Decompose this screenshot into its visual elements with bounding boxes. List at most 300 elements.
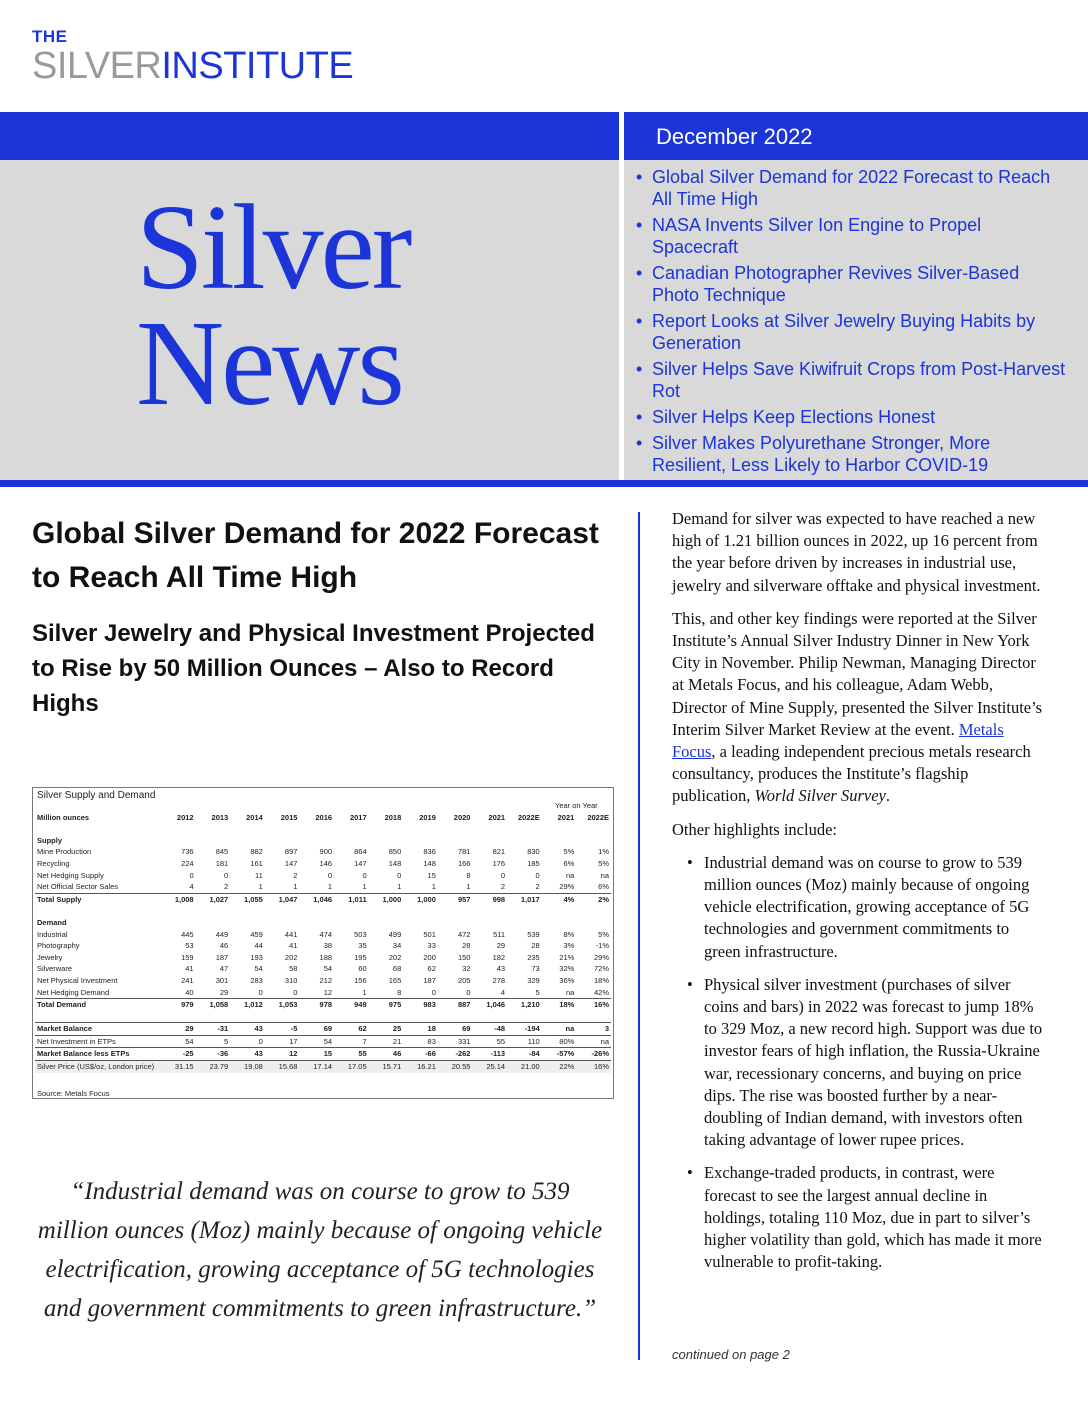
- contents-item[interactable]: [636, 166, 1066, 210]
- table-cell: 182: [492, 952, 506, 962]
- table-cell: 22%: [542, 1061, 577, 1073]
- table-cell: 2021: [488, 812, 506, 822]
- table-cell: [576, 1011, 611, 1023]
- table-row: [35, 835, 611, 847]
- table-cell: 0: [431, 987, 436, 997]
- table-cell: 5: [535, 987, 540, 997]
- table-cell: 150: [457, 952, 471, 962]
- table-cell: 20.55: [438, 1061, 473, 1073]
- header-band-top: [0, 112, 1088, 160]
- table-cell: -36: [196, 1048, 231, 1061]
- table-cell: 17.05: [334, 1061, 369, 1073]
- table-row-label: Industrial: [37, 929, 68, 939]
- table-cell: 1,055: [230, 893, 265, 905]
- table-cell: [472, 800, 507, 812]
- table-cell: 205: [457, 975, 471, 985]
- table-cell: 147: [284, 858, 298, 868]
- table-cell: 235: [527, 952, 540, 962]
- highlight-text: Physical silver investment (purchases of silver coins and bars) in 2022 was forecast to jump 18% to 329 Moz, a new record high. Support was due to investor fears of high inflation, the Russia-Ukraine war, recessionary concerns, and buying on price dips. The rise was boosted further by a near-doubling of Indian demand, with investors often taking advantage of lower rupee prices.: [704, 974, 1043, 1150]
- table-cell: [542, 835, 577, 847]
- table-cell: -1%: [595, 941, 609, 951]
- table-cell: [299, 800, 334, 812]
- table-cell: [299, 905, 334, 917]
- metals-focus-link[interactable]: Metals Focus: [672, 719, 1004, 762]
- table-cell: [403, 917, 438, 929]
- table-row: [35, 952, 611, 964]
- table-row: [35, 1035, 611, 1048]
- table-cell: 16%: [576, 999, 611, 1011]
- table-cell: [230, 905, 265, 917]
- table-cell: [299, 917, 334, 929]
- table-cell: 283: [250, 975, 263, 985]
- table-row: [35, 963, 611, 975]
- table-cell: 1,011: [334, 893, 369, 905]
- table-cell: [576, 905, 611, 917]
- contents-item-label: Silver Helps Keep Elections Honest: [652, 407, 936, 427]
- table-cell: 301: [215, 975, 229, 985]
- table-cell: [507, 1011, 542, 1023]
- table-row-label: [35, 905, 161, 917]
- table-cell: 11: [255, 870, 263, 880]
- body-text: , a leading independent precious metals research consultancy, produces the Institute’s flagship publication,: [672, 742, 1031, 806]
- table-cell: 1: [258, 882, 263, 892]
- table-cell: [230, 800, 265, 812]
- highlight-text: Exchange-traded products, in contrast, were forecast to see the largest annual decline in holdings, totaling 110 Moz, due in part to silver’s higher volatility than gold, which has made it more vulnerable to profit-taking.: [704, 1163, 1042, 1272]
- table-row-label: Total Supply: [35, 893, 161, 905]
- highlight-text: Industrial demand was on course to grow to 539 million ounces (Moz) mainly because of ongoing vehicle electrification, growing acceptance of 5G technologies and government commitments to green infrastructure.: [704, 852, 1030, 961]
- table-cell: 161: [250, 858, 263, 868]
- table-cell: 8: [397, 987, 402, 997]
- table-cell: [576, 917, 611, 929]
- table-cell: 29: [219, 987, 229, 997]
- table-cell: [438, 835, 473, 847]
- highlights-list: [672, 852, 1044, 1274]
- table-cell: 1,046: [472, 999, 507, 1011]
- table-cell: 28: [462, 941, 471, 951]
- table-cell: 0: [258, 987, 263, 997]
- table-row-label: Supply: [37, 835, 63, 845]
- table-cell: 441: [284, 929, 298, 939]
- article-body: [672, 508, 1044, 1285]
- table-row-label: Mine Production: [37, 847, 92, 857]
- table-cell: 41: [289, 941, 298, 951]
- table-cell: na: [576, 1035, 611, 1048]
- table-cell: 949: [334, 999, 369, 1011]
- table-cell: [265, 917, 300, 929]
- contents-item[interactable]: [636, 432, 1066, 476]
- table-cell: 864: [354, 847, 367, 857]
- silver-institute-logo: [32, 28, 353, 85]
- table-cell: 212: [319, 975, 333, 985]
- table-cell: 224: [181, 858, 194, 868]
- logo-the: THE: [32, 27, 68, 46]
- table-cell: 181: [215, 858, 229, 868]
- table-cell: 193: [250, 952, 263, 962]
- table-cell: 53: [185, 941, 194, 951]
- table-cell: [542, 905, 577, 917]
- table-cell: 54: [299, 1035, 334, 1048]
- table-cell: [334, 1011, 369, 1023]
- table-cell: 5%: [598, 929, 609, 939]
- table-cell: 278: [492, 975, 506, 985]
- bullet-icon: •: [636, 311, 643, 331]
- contents-item[interactable]: [636, 358, 1066, 402]
- table-cell: 781: [457, 847, 471, 857]
- bullet-icon: •: [636, 407, 643, 427]
- table-cell: 187: [215, 952, 229, 962]
- table-cell: 146: [319, 858, 333, 868]
- table-cell: [403, 800, 438, 812]
- publication-title: World Silver Survey: [754, 786, 886, 806]
- table-cell: -48: [472, 1023, 507, 1036]
- table-cell: 32: [462, 964, 471, 974]
- table-cell: 2021: [557, 812, 575, 822]
- table-cell: 34: [392, 941, 402, 951]
- table-cell: 0: [466, 987, 471, 997]
- table-cell: 54: [161, 1035, 196, 1048]
- masthead-line-1: Silver: [136, 180, 410, 315]
- table-cell: 2022E: [518, 812, 540, 822]
- table-cell: 21: [369, 1035, 404, 1048]
- contents-item[interactable]: [636, 310, 1066, 354]
- contents-item[interactable]: [636, 214, 1066, 258]
- table-cell: 25: [369, 1023, 404, 1036]
- table-cell: [265, 835, 300, 847]
- table-cell: 29%: [559, 882, 575, 892]
- table-cell: 202: [284, 952, 298, 962]
- table-cell: [438, 1011, 473, 1023]
- bullet-icon: •: [636, 167, 643, 187]
- table-cell: 40: [185, 987, 194, 997]
- table-cell: -26%: [576, 1048, 611, 1061]
- table-cell: [472, 905, 507, 917]
- table-cell: 2015: [280, 812, 298, 822]
- table-cell: 60: [358, 964, 367, 974]
- table-row: [35, 905, 611, 917]
- table-cell: [196, 800, 231, 812]
- bullet-icon: •: [687, 974, 693, 994]
- table-cell: 187: [423, 975, 436, 985]
- table-cell: 58: [289, 964, 298, 974]
- table-cell: -66: [403, 1048, 438, 1061]
- table-cell: -25: [161, 1048, 196, 1061]
- table-cell: [161, 917, 196, 929]
- table-cell: 2022E: [587, 812, 609, 822]
- table-cell: [265, 800, 300, 812]
- table-cell: 15: [427, 870, 436, 880]
- table-cell: 202: [388, 952, 402, 962]
- table-cell: [542, 917, 577, 929]
- table-cell: 69: [438, 1023, 473, 1036]
- contents-item-label: Silver Helps Save Kiwifruit Crops from Post-Harvest Rot: [652, 359, 1066, 401]
- table-cell: 17: [265, 1035, 300, 1048]
- table-cell: -5: [265, 1023, 300, 1036]
- table-row-label: Recycling: [37, 858, 70, 868]
- table-cell: 147: [354, 858, 367, 868]
- table-cell: 83: [403, 1035, 438, 1048]
- table-cell: 156: [354, 975, 367, 985]
- contents-item[interactable]: [636, 262, 1066, 306]
- table-cell: 15: [299, 1048, 334, 1061]
- table-cell: 331: [438, 1035, 473, 1048]
- table-cell: 2018: [384, 812, 402, 822]
- table-cell: 32%: [559, 964, 575, 974]
- table-row: [35, 1048, 611, 1061]
- table-cell: [230, 917, 265, 929]
- table-cell: 836: [423, 847, 436, 857]
- table-row-label: Silver Price (US$/oz, London price): [35, 1061, 161, 1073]
- table-row-label: Jewelry: [37, 952, 63, 962]
- contents-list: [636, 166, 1066, 480]
- table-cell: 5%: [598, 858, 609, 868]
- table-cell: 4: [500, 987, 506, 997]
- table-cell: 2: [500, 882, 506, 892]
- contents-item-label: Canadian Photographer Revives Silver-Based Photo Technique: [652, 263, 1020, 305]
- body-paragraph: [672, 608, 1044, 808]
- table-row: [35, 893, 611, 905]
- table-cell: 957: [438, 893, 473, 905]
- table-cell: 1%: [598, 847, 609, 857]
- table-cell: [265, 1011, 300, 1023]
- table-row-label: Demand: [37, 917, 67, 927]
- table-cell: 62: [334, 1023, 369, 1036]
- table-cell: 501: [423, 929, 436, 939]
- table-cell: 1: [293, 882, 298, 892]
- table-cell: 41: [185, 964, 194, 974]
- table-row: [35, 812, 611, 824]
- contents-item[interactable]: [636, 406, 1066, 428]
- logo-institute: INSTITUTE: [161, 45, 354, 87]
- table-cell: 2: [224, 882, 229, 892]
- table-cell: 80%: [542, 1035, 577, 1048]
- table-cell: -31: [196, 1023, 231, 1036]
- table-cell: [576, 835, 611, 847]
- table-cell: [161, 800, 196, 812]
- table-cell: 1: [431, 882, 436, 892]
- bullet-icon: •: [636, 433, 643, 453]
- table-cell: [196, 1011, 231, 1023]
- table-row-label: [35, 1011, 161, 1023]
- table-cell: 845: [215, 847, 229, 857]
- table-cell: [438, 905, 473, 917]
- table-cell: 148: [423, 858, 436, 868]
- table-row: [35, 999, 611, 1011]
- table-cell: 887: [438, 999, 473, 1011]
- table-cell: [472, 1011, 507, 1023]
- table-row: [35, 1023, 611, 1036]
- table-cell: 47: [219, 964, 229, 974]
- table-cell: 979: [161, 999, 196, 1011]
- table-cell: 18%: [542, 999, 577, 1011]
- table-cell: 0: [224, 870, 229, 880]
- table-cell: [542, 1011, 577, 1023]
- table-row-label: Market Balance less ETPs: [35, 1048, 161, 1061]
- table-cell: 38: [323, 941, 333, 951]
- table-cell: 2%: [576, 893, 611, 905]
- table-cell: 998: [472, 893, 507, 905]
- table-cell: 1,046: [299, 893, 334, 905]
- table-cell: 62: [427, 964, 436, 974]
- table-cell: [196, 835, 231, 847]
- table-cell: -57%: [542, 1048, 577, 1061]
- table-cell: [369, 800, 404, 812]
- table-row-label: Net Official Sector Sales: [37, 882, 119, 892]
- table-cell: 18: [403, 1023, 438, 1036]
- table-cell: [403, 835, 438, 847]
- table-cell: 19.08: [230, 1061, 265, 1073]
- logo-silver: SILVER: [32, 45, 162, 87]
- table-cell: 36%: [559, 975, 575, 985]
- body-paragraph: Demand for silver was expected to have reached a new high of 1.21 billion ounces in 2022, up 16 percent from the year before driven by increases in industrial use, jewelry and silverware offtake and physical investment.: [672, 509, 1041, 595]
- table-cell: 7: [334, 1035, 369, 1048]
- table-cell: 1: [362, 987, 367, 997]
- table-cell: [230, 835, 265, 847]
- table-cell: 1,047: [265, 893, 300, 905]
- table-cell: 55: [334, 1048, 369, 1061]
- table-cell: 978: [299, 999, 334, 1011]
- table-cell: 503: [354, 929, 367, 939]
- table-cell: 15.68: [265, 1061, 300, 1073]
- table-cell: 25.14: [472, 1061, 507, 1073]
- table-cell: 54: [254, 964, 263, 974]
- table-cell: [438, 917, 473, 929]
- bullet-icon: •: [636, 215, 643, 235]
- table-cell: [334, 905, 369, 917]
- table-row: [35, 1061, 611, 1073]
- table-row-label: Net Hedging Supply: [37, 870, 104, 880]
- table-cell: [472, 917, 507, 929]
- table-cell: 185: [527, 858, 540, 868]
- table-cell: 29: [161, 1023, 196, 1036]
- table-cell: 1,017: [507, 893, 542, 905]
- table-cell: 983: [403, 999, 438, 1011]
- table-cell: [161, 1011, 196, 1023]
- table-cell: [369, 917, 404, 929]
- table-cell: 2016: [315, 812, 333, 822]
- table-cell: 0: [500, 870, 506, 880]
- table-cell: 17.14: [299, 1061, 334, 1073]
- bullet-icon: •: [687, 1163, 693, 1183]
- table-cell: 5%: [563, 847, 575, 857]
- bullet-icon: •: [687, 852, 693, 872]
- table-cell: 68: [392, 964, 402, 974]
- table-cell: -194: [507, 1023, 542, 1036]
- table-row: [35, 881, 611, 893]
- table-cell: 3%: [563, 941, 575, 951]
- table-cell: 1: [362, 882, 367, 892]
- supply-demand-table: [32, 787, 614, 1099]
- table-cell: 1,012: [230, 999, 265, 1011]
- table-cell: 5: [196, 1035, 231, 1048]
- table-cell: 0: [327, 870, 333, 880]
- continued-note[interactable]: continued on page 2: [672, 1347, 790, 1362]
- contents-item-label: Global Silver Demand for 2022 Forecast to Reach All Time High: [652, 167, 1051, 209]
- table-cell: 499: [388, 929, 402, 939]
- table-cell: [369, 1011, 404, 1023]
- table-cell: 8%: [563, 929, 575, 939]
- header-divider: [619, 112, 624, 480]
- table-cell: 29%: [593, 952, 609, 962]
- table-cell: [472, 835, 507, 847]
- table-row-label: Market Balance: [35, 1023, 161, 1036]
- body-text: .: [885, 786, 890, 806]
- table-cell: na: [542, 1023, 577, 1036]
- table-cell: 46: [219, 941, 229, 951]
- table-cell: 850: [388, 847, 402, 857]
- table-cell: 54: [323, 964, 333, 974]
- table-cell: 2012: [176, 812, 194, 822]
- table-cell: [334, 800, 369, 812]
- table-cell: 28: [531, 941, 540, 951]
- table-row-label: Total Demand: [35, 999, 161, 1011]
- table-cell: 511: [493, 929, 506, 939]
- table-cell: 31.15: [161, 1061, 196, 1073]
- table-cell: 1: [327, 882, 333, 892]
- table-cell: [507, 917, 542, 929]
- table-row: [35, 1011, 611, 1023]
- table-cell: [230, 1011, 265, 1023]
- table-cell: [507, 835, 542, 847]
- table-row-label: Silverware: [37, 964, 73, 974]
- table-cell: -84: [507, 1048, 542, 1061]
- table-title: Silver Supply and Demand: [37, 790, 156, 801]
- table-cell: -113: [472, 1048, 507, 1061]
- table-row-label: Net Hedging Demand: [37, 987, 110, 997]
- table-cell: 16.21: [403, 1061, 438, 1073]
- table-cell: 900: [319, 847, 333, 857]
- table-cell: 1: [397, 882, 402, 892]
- table-cell: 148: [388, 858, 402, 868]
- table-cell: 3: [576, 1023, 611, 1036]
- table-cell: 2: [293, 870, 298, 880]
- masthead-title: [136, 180, 410, 431]
- table-cell: 0: [189, 870, 194, 880]
- table-cell: 16%: [576, 1061, 611, 1073]
- table-cell: 12: [265, 1048, 300, 1061]
- highlight-item: [672, 852, 1044, 963]
- table-cell: [403, 905, 438, 917]
- table-cell: Year on Year: [555, 801, 598, 810]
- table-cell: 21%: [559, 952, 575, 962]
- table-cell: na: [565, 987, 575, 997]
- table-cell: 2: [535, 882, 540, 892]
- table-cell: 445: [181, 929, 194, 939]
- table-row: [35, 975, 611, 987]
- table-cell: 1,027: [196, 893, 231, 905]
- table-cell: 15.71: [369, 1061, 404, 1073]
- highlight-item: [672, 974, 1044, 1152]
- table-cell: 42%: [593, 987, 609, 997]
- table-cell: 188: [319, 952, 333, 962]
- table-cell: 0: [230, 1035, 265, 1048]
- table-cell: 2019: [419, 812, 436, 822]
- table-cell: -262: [438, 1048, 473, 1061]
- table-cell: [334, 835, 369, 847]
- table-cell: 6%: [563, 858, 575, 868]
- table-row: [35, 858, 611, 870]
- table-cell: na: [565, 870, 575, 880]
- article-subtitle: Silver Jewelry and Physical Investment Projected to Rise by 50 Million Ounces – Also to Record Highs: [32, 620, 595, 717]
- table-cell: 241: [181, 975, 194, 985]
- table-cell: 2017: [349, 812, 367, 822]
- table-cell: 69: [299, 1023, 334, 1036]
- table-cell: 329: [527, 975, 540, 985]
- table-cell: 43: [496, 964, 506, 974]
- table-cell: 72%: [593, 964, 609, 974]
- table-cell: 29: [496, 941, 506, 951]
- header-band-bottom: [0, 480, 1088, 487]
- table-cell: 310: [284, 975, 298, 985]
